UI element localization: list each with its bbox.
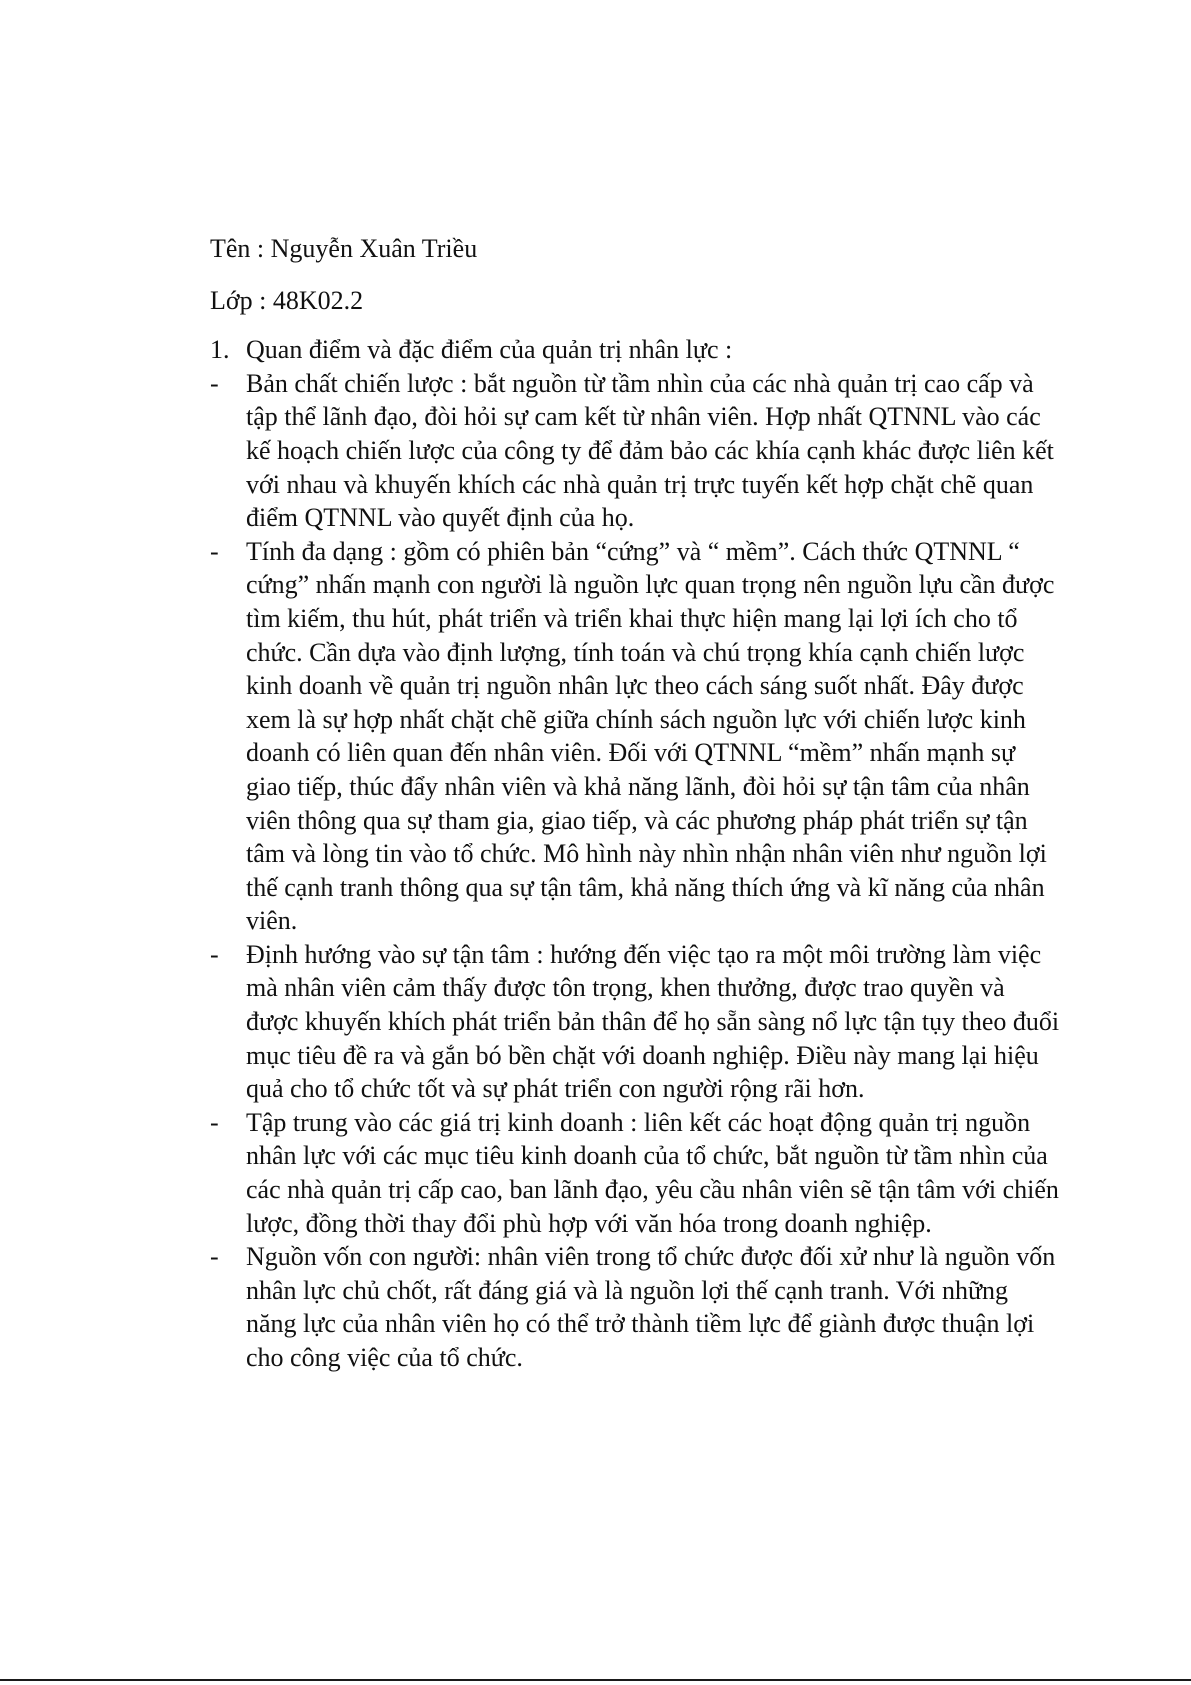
paragraph-strategic-nature: Bản chất chiến lược : bắt nguồn từ tầm nhìn của các nhà quản trị cao cấp và tập thể lãnh đạo, đòi hỏi sự cam kết từ nhân viên. Hợp nhất QTNNL vào các kế hoạch chiến lược của công ty để đảm bảo các khía cạnh khác được liên kết với nhau và khuyến khích các nhà quản trị trực tuyến kết hợp chặt chẽ quan điểm QTNNL vào quyết định của họ. xyxy=(246,368,1054,533)
list-item xyxy=(210,1240,1060,1374)
list-item xyxy=(210,535,1060,938)
paragraph-diversity: Tính đa dạng : gồm có phiên bản “cứng” và “ mềm”. Cách thức QTNNL “ cứng” nhấn mạnh con người là nguồn lực quan trọng nên nguồn lựu cần được tìm kiếm, thu hút, phát triển và triển khai thực hiện mang lại lợi ích cho tổ chức. Cần dựa vào định lượng, tính toán và chú trọng khía cạnh chiến lược kinh doanh về quản trị nguồn nhân lực theo cách sáng suốt nhất. Đây được xem là sự hợp nhất chặt chẽ giữa chính sách nguồn lực với chiến lược kinh doanh có liên quan đến nhân viên. Đối với QTNNL “mềm” nhấn mạnh sự giao tiếp, thúc đẩy nhân viên và khả năng lãnh, đòi hỏi sự tận tâm của nhân viên thông qua sự tham gia, giao tiếp, và các phương pháp phát triển sự tận tâm và lòng tin vào tổ chức. Mô hình này nhìn nhận nhân viên như nguồn lợi thế cạnh tranh thông qua sự tận tâm, khả năng thích ứng và kĩ năng của nhân viên. xyxy=(246,536,1055,936)
student-name-line: Tên : Nguyễn Xuân Triều xyxy=(210,234,478,263)
list-item xyxy=(210,938,1060,1106)
student-class-line: Lớp : 48K02.2 xyxy=(210,285,364,315)
paragraph-commitment-orientation: Định hướng vào sự tận tâm : hướng đến việc tạo ra một môi trường làm việc mà nhân viên cảm thấy được tôn trọng, khen thưởng, được trao quyền và được khuyến khích phát triển bản thân để họ sẵn sàng nổ lực tận tụy theo đuổi mục tiêu đề ra và gắn bó bền chặt với doanh nghiệp. Điều này mang lại hiệu quả cho tổ chức tốt và sự phát triển con người rộng rãi hơn. xyxy=(246,939,1060,1104)
section-heading: Quan điểm và đặc điểm của quản trị nhân lực : xyxy=(246,335,733,365)
document-body xyxy=(210,232,1060,1375)
list-marker: - xyxy=(210,939,219,969)
bottom-edge-line xyxy=(0,1679,1191,1681)
list-marker: - xyxy=(210,536,219,566)
paragraph-business-values: Tập trung vào các giá trị kinh doanh : liên kết các hoạt động quản trị nguồn nhân lực với các mục tiêu kinh doanh của tổ chức, bắt nguồn từ tầm nhìn của các nhà quản trị cấp cao, ban lãnh đạo, yêu cầu nhân viên sẽ tận tâm với chiến lược, đồng thời thay đổi phù hợp với văn hóa trong doanh nghiệp. xyxy=(246,1107,1059,1238)
list-marker: - xyxy=(210,1242,219,1272)
list-item xyxy=(210,333,1060,367)
list-item xyxy=(210,1106,1060,1240)
list-item xyxy=(210,367,1060,535)
content-list xyxy=(210,333,1060,1374)
list-marker: - xyxy=(210,1107,219,1137)
list-marker: - xyxy=(210,368,219,398)
list-marker: 1. xyxy=(210,335,230,365)
paragraph-human-capital: Nguồn vốn con người: nhân viên trong tổ chức được đối xử như là nguồn vốn nhân lực chủ chốt, rất đáng giá và là nguồn lợi thế cạnh tranh. Với những năng lực của nhân viên họ có thể trở thành tiềm lực để giành được thuận lợi cho công việc của tổ chức. xyxy=(246,1242,1056,1372)
